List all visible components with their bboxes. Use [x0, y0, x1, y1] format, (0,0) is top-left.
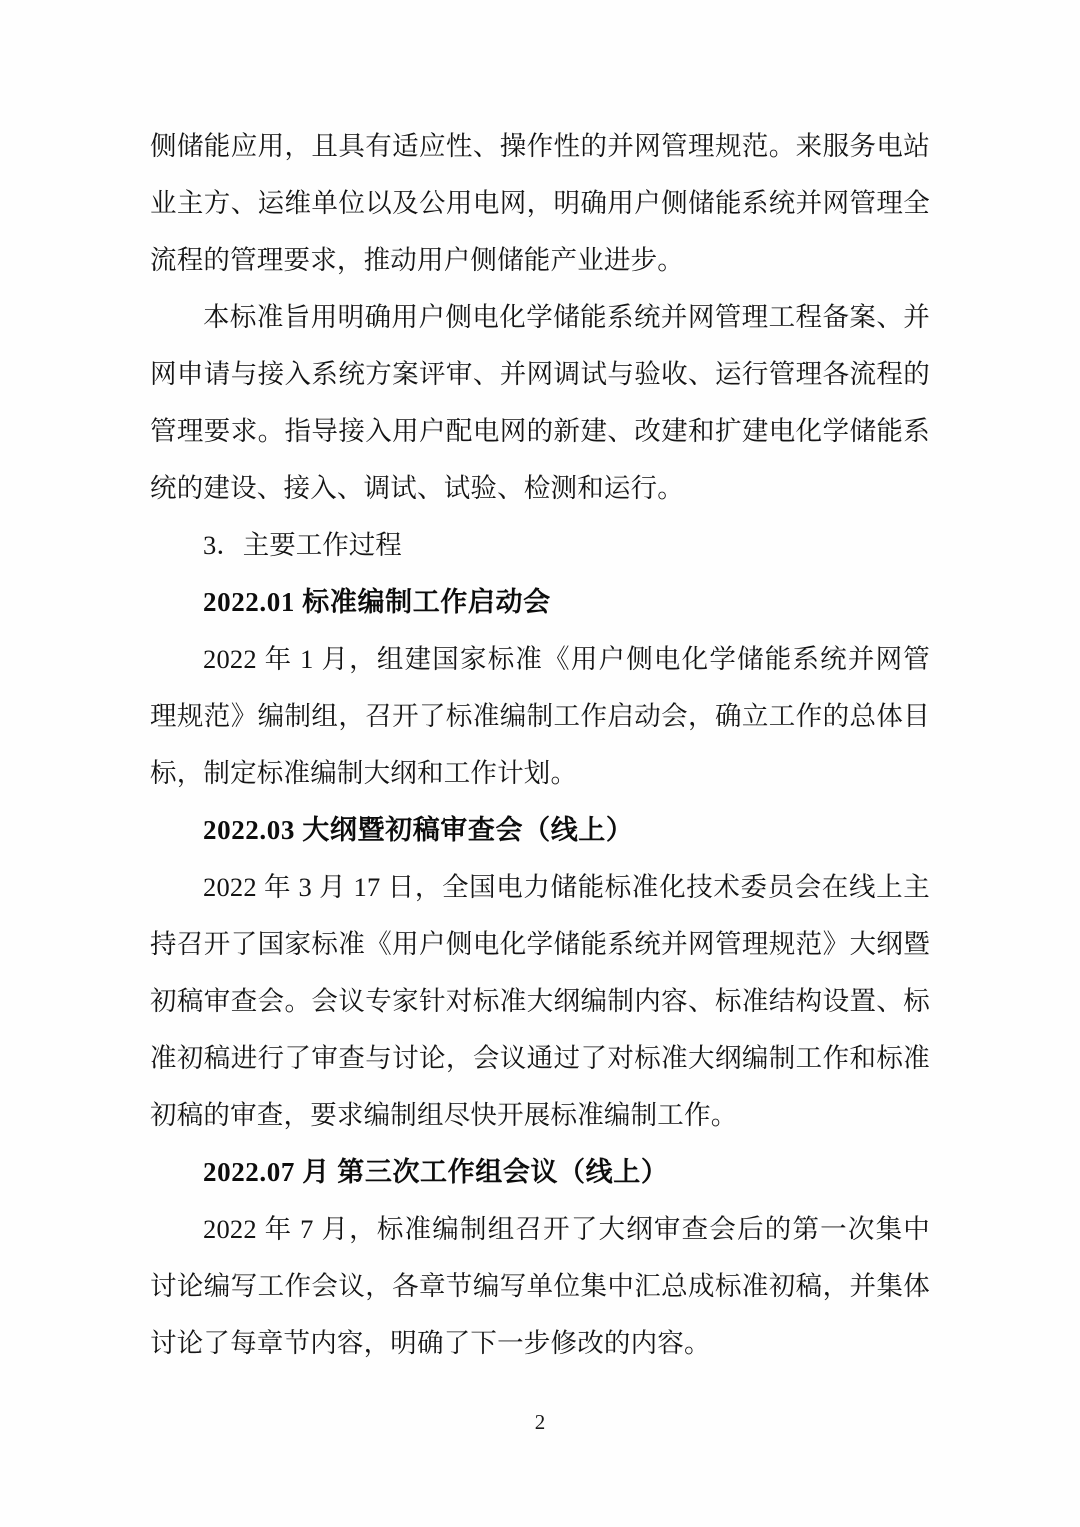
paragraph-2022-07-body: 2022 年 7 月，标准编制组召开了大纲审查会后的第一次集中讨论编写工作会议，各章节编写单位集中汇总成标准初稿，并集体讨论了每章节内容，明确了下一步修改的内容。 [150, 1214, 930, 1358]
section-heading-main-work-process: 3．主要工作过程 [203, 530, 402, 560]
heading-2022-01-kickoff: 2022.01 标准编制工作启动会 [203, 587, 551, 617]
paragraph-grid-connection-scope: 侧储能应用，且具有适应性、操作性的并网管理规范。来服务电站业主方、运维单位以及公用电网，明确用户侧储能系统并网管理全流程的管理要求，推动用户侧储能产业进步。 [150, 131, 930, 275]
heading-2022-07-third-working-group: 2022.07 月 第三次工作组会议（线上） [203, 1157, 669, 1187]
page-number: 2 [534, 1410, 546, 1434]
paragraph-2022-01-body: 2022 年 1 月，组建国家标准《用户侧电化学储能系统并网管理规范》编制组，召开了标准编制工作启动会，确立工作的总体目标，制定标准编制大纲和工作计划。 [150, 644, 930, 788]
paragraph-2022-03-body: 2022 年 3 月 17 日，全国电力储能标准化技术委员会在线上主持召开了国家标准《用户侧电化学储能系统并网管理规范》大纲暨初稿审查会。会议专家针对标准大纲编制内容、标准结构设置、标准初稿进行了审查与讨论，会议通过了对标准大纲编制工作和标准初稿的审查，要求编制组尽快开展标准编制工作。 [150, 872, 930, 1130]
heading-2022-03-outline-review: 2022.03 大纲暨初稿审查会（线上） [203, 815, 634, 845]
paragraph-standard-purpose: 本标准旨用明确用户侧电化学储能系统并网管理工程备案、并网申请与接入系统方案评审、并网调试与验收、运行管理各流程的管理要求。指导接入用户配电网的新建、改建和扩建电化学储能系统的建设、接入、调试、试验、检测和运行。 [150, 302, 930, 503]
